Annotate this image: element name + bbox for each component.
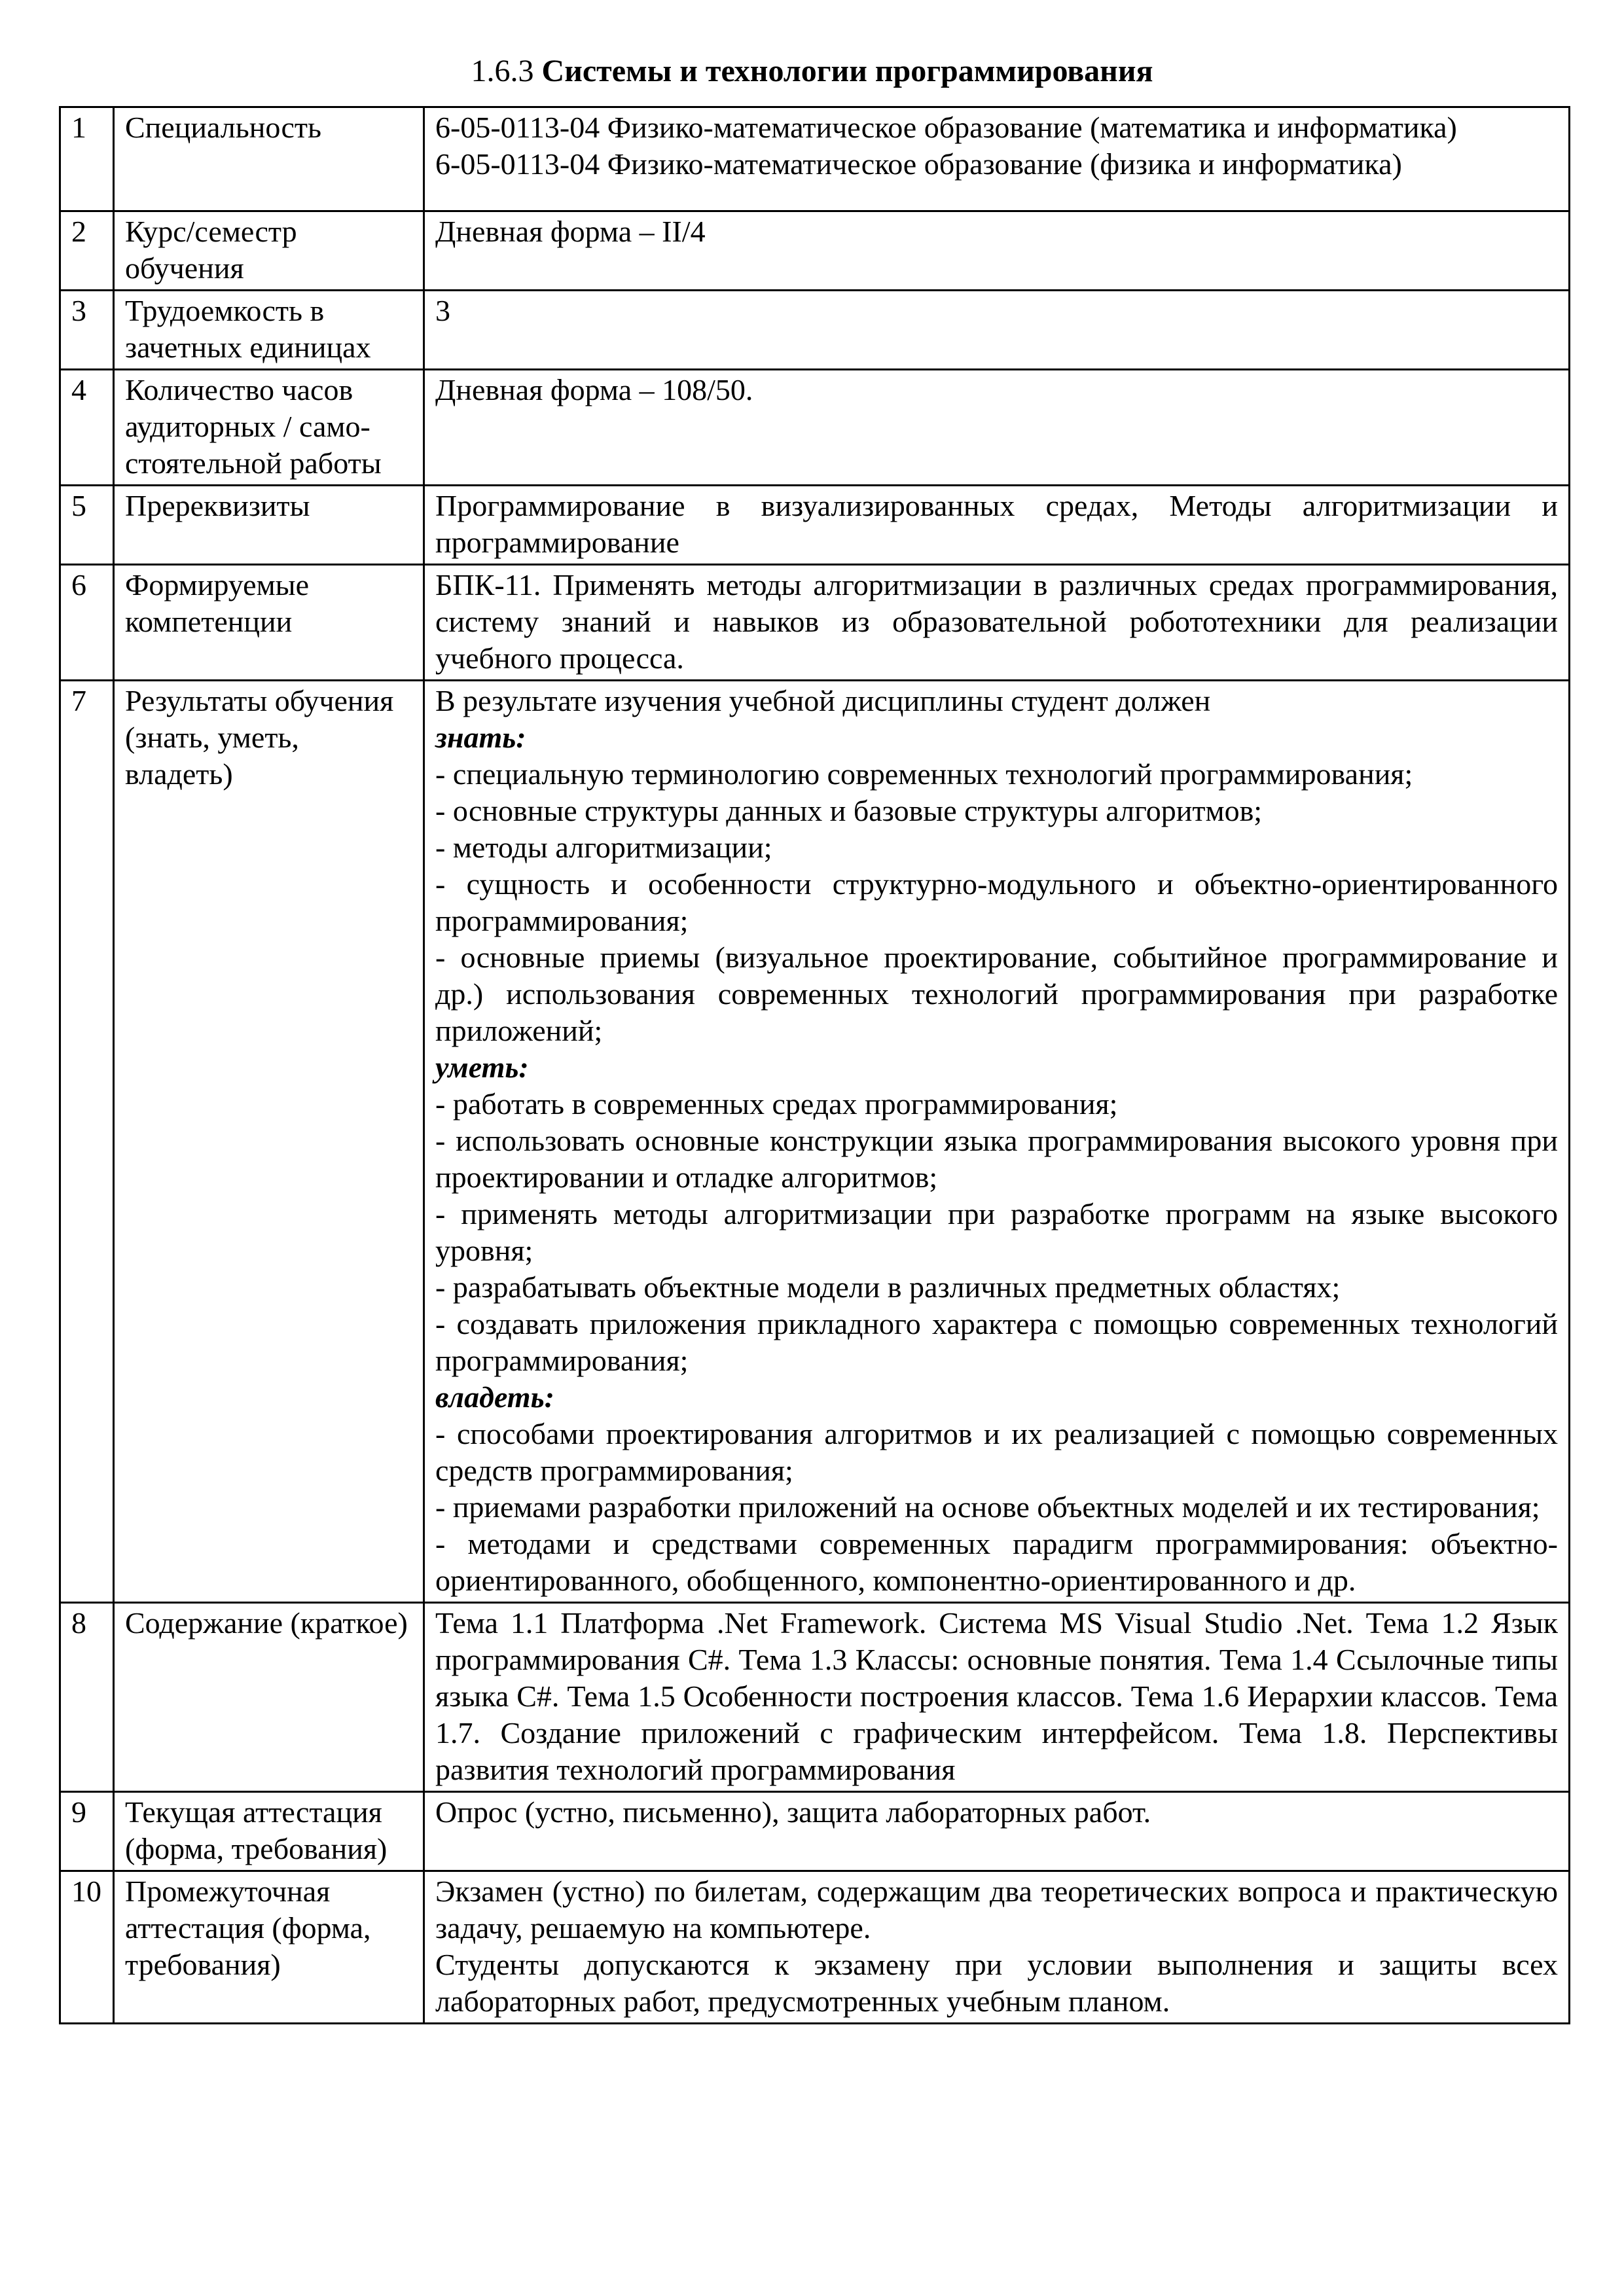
row-label: Количество часов аудиторных / само-стоятельной работы	[114, 370, 424, 486]
own-heading: владеть:	[435, 1380, 554, 1414]
row-number: 2	[60, 211, 114, 291]
row-value: Дневная форма – 108/50.	[424, 370, 1570, 486]
list-item: - специальную терминологию современных технологий программирования;	[435, 757, 1413, 791]
table-row	[60, 565, 1570, 681]
list-item: - основные структуры данных и базовые структуры алгоритмов;	[435, 794, 1263, 827]
row-value: Тема 1.1 Платформа .Net Framework. Система MS Visual Studio .Net. Тема 1.2 Язык программирования C#. Тема 1.3 Классы: основные понятия. Тема 1.4 Ссылочные типы языка C#. Тема 1.5 Особенности построения классов. Тема 1.6 Иерархии классов. Тема 1.7. Создание приложений с графическим интерфейсом. Тема 1.8. Перспективы развития технологий программирования	[424, 1603, 1570, 1792]
list-item: - приемами разработки приложений на основе объектных моделей и их тестирования;	[435, 1490, 1540, 1524]
row-value: Программирование в визуализированных средах, Методы алгоритмизации и программирование	[424, 486, 1570, 565]
row-label: Содержание (краткое)	[114, 1603, 424, 1792]
row-number: 4	[60, 370, 114, 486]
discipline-table	[59, 106, 1570, 2024]
row-number: 8	[60, 1603, 114, 1792]
table-row	[60, 211, 1570, 291]
page-title	[0, 52, 1624, 90]
list-item: - основные приемы (визуальное проектирование, событийное программирование и др.) использования современных технологий программирования при разработке приложений;	[435, 941, 1558, 1047]
table-row	[60, 1603, 1570, 1792]
row-number: 9	[60, 1792, 114, 1871]
can-heading: уметь:	[435, 1050, 529, 1084]
table-row	[60, 1871, 1570, 2024]
table-row	[60, 1792, 1570, 1871]
table-row	[60, 291, 1570, 370]
table-row	[60, 681, 1570, 1603]
list-item: - разрабатывать объектные модели в различных предметных областях;	[435, 1270, 1341, 1304]
know-heading: знать:	[435, 721, 526, 754]
row-value: Опрос (устно, письменно), защита лабораторных работ.	[424, 1792, 1570, 1871]
table-row	[60, 486, 1570, 565]
section-title: Системы и технологии программирования	[541, 54, 1153, 88]
row-label: Курс/семестр обучения	[114, 211, 424, 291]
list-item: - создавать приложения прикладного характера с помощью современных технологий программирования;	[435, 1307, 1558, 1377]
results-intro: В результате изучения учебной дисциплины студент должен	[435, 684, 1211, 717]
value-line: Экзамен (устно) по билетам, содержащим два теоретических вопроса и практическую задачу, решаемую на компьютере.	[435, 1874, 1558, 1945]
list-item: - методы алгоритмизации;	[435, 831, 772, 864]
row-number: 10	[60, 1871, 114, 2024]
row-label: Текущая аттестация (форма, требования)	[114, 1792, 424, 1871]
list-item: - использовать основные конструкции языка программирования высокого уровня при проектировании и отладке алгоритмов;	[435, 1124, 1558, 1194]
row-value	[424, 1871, 1570, 2024]
list-item: - сущность и особенности структурно-модульного и объектно-ориентированного программирования;	[435, 867, 1558, 937]
table-row	[60, 107, 1570, 211]
row-value	[424, 107, 1570, 211]
row-label: Специальность	[114, 107, 424, 211]
table-row	[60, 370, 1570, 486]
row-value: БПК-11. Применять методы алгоритмизации в различных средах программирования, систему знаний и навыков из образовательной робототехники для реализации учебного процесса.	[424, 565, 1570, 681]
section-number: 1.6.3	[471, 54, 534, 88]
row-label: Результаты обучения (знать, уметь, владеть)	[114, 681, 424, 1603]
row-label: Пререквизиты	[114, 486, 424, 565]
row-number: 6	[60, 565, 114, 681]
row-number: 7	[60, 681, 114, 1603]
value-line: 6-05-0113-04 Физико-математическое образование (физика и информатика)	[435, 147, 1402, 181]
list-item: - работать в современных средах программирования;	[435, 1087, 1118, 1121]
row-value	[424, 681, 1570, 1603]
row-number: 1	[60, 107, 114, 211]
row-label: Промежуточная аттестация (форма, требования)	[114, 1871, 424, 2024]
row-value: 3	[424, 291, 1570, 370]
value-line: 6-05-0113-04 Физико-математическое образование (математика и информатика)	[435, 111, 1457, 144]
row-number: 3	[60, 291, 114, 370]
list-item: - методами и средствами современных парадигм программирования: объектно-ориентированного, обобщенного, компонентно-ориентированного и др.	[435, 1527, 1558, 1597]
row-number: 5	[60, 486, 114, 565]
row-value: Дневная форма – II/4	[424, 211, 1570, 291]
row-label: Формируемые компетенции	[114, 565, 424, 681]
value-line: Студенты допускаются к экзамену при условии выполнения и защиты всех лабораторных работ, предусмотренных учебным планом.	[435, 1948, 1558, 2018]
row-label: Трудоемкость в зачетных единицах	[114, 291, 424, 370]
list-item: - применять методы алгоритмизации при разработке программ на языке высокого уровня;	[435, 1197, 1558, 1267]
list-item: - способами проектирования алгоритмов и их реализацией с помощью современных средств программирования;	[435, 1417, 1558, 1487]
